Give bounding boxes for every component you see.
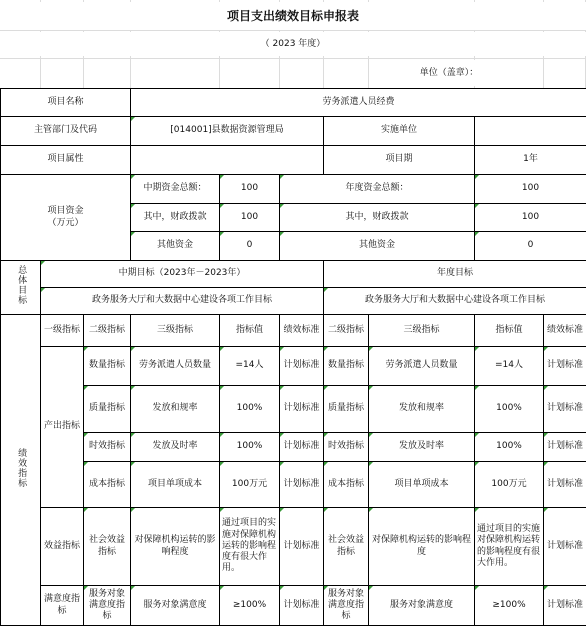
row2-l2-b: 时效指标 [324,433,369,462]
year-goal-header: 年度目标 [324,261,586,288]
row4-std: 计划标准 [280,508,324,586]
row5-std-b: 计划标准 [544,586,586,626]
project-attr-value [131,146,324,175]
table-row [1,586,586,626]
row5-l2-b: 服务对象满意度指标 [324,586,369,626]
row0-std: 计划标准 [280,347,324,386]
h-standard: 绩效标准 [280,315,324,347]
row3-std-b: 计划标准 [544,462,586,508]
dept-label: 主管部门及代码 [1,117,131,146]
mid-total-value: 100 [220,175,280,204]
project-period-label: 项目期 [324,146,475,175]
year-other-label: 其他资金 [280,232,475,261]
funds-label: 项目资金 （万元） [1,175,131,261]
mid-fin-value: 100 [220,204,280,232]
satisfaction-label: 满意度指标 [41,586,84,626]
row5-std: 计划标准 [280,586,324,626]
row1-l3: 发放和规率 [131,386,220,433]
row0-value-b: =14人 [475,347,544,386]
mid-other-label: 其他资金 [131,232,220,261]
mid-fin-label: 其中，财政拨款 [131,204,220,232]
row0-value: =14人 [220,347,280,386]
row0-l3-b: 劳务派遣人员数量 [369,347,475,386]
row1-l2: 质量指标 [84,386,131,433]
overall-goal-label [1,261,41,315]
mid-goal-header: 中期目标（2023年－2023年） [41,261,324,288]
row4-l3-b: 对保障机构运转的影响程度 [369,508,475,586]
benefit-label: 效益指标 [41,508,84,586]
perf-label [1,315,41,626]
project-name: 劳务派遣人员经费 [131,89,586,117]
row2-value: 100% [220,433,280,462]
year-other-value: 0 [475,232,586,261]
project-attr-label: 项目属性 [1,146,131,175]
row4-l2-b: 社会效益指标 [324,508,369,586]
row3-l2: 成本指标 [84,462,131,508]
h-value: 指标值 [220,315,280,347]
table-row [1,386,586,433]
row4-value: 通过项目的实施对保障机构运转的影响程度有很大作用。 [220,508,280,586]
row5-l3: 服务对象满意度 [131,586,220,626]
mid-goal-text: 政务服务大厅和大数据中心建设各项工作目标 [41,288,324,315]
year-total-value: 100 [475,175,586,204]
row3-value: 100万元 [220,462,280,508]
row2-std-b: 计划标准 [544,433,586,462]
row2-l3: 发放及时率 [131,433,220,462]
year-total-label: 年度资金总额： [280,175,475,204]
table-row [1,347,586,386]
h-level2-b: 二级指标 [324,315,369,347]
row3-std: 计划标准 [280,462,324,508]
overall-goal-label-text: 总体目标 [16,265,27,306]
fiscal-year: （ 2023 年度） [0,32,586,56]
row3-l2-b: 成本指标 [324,462,369,508]
table-row [1,508,586,586]
row4-value-b: 通过项目的实施对保障机构运转的影响程度有很大作用。 [475,508,544,586]
row2-value-b: 100% [475,433,544,462]
table-row [1,462,586,508]
page-title: 项目支出绩效目标申报表 [0,2,586,30]
row5-value: ≥100% [220,586,280,626]
row4-l3: 对保障机构运转的影响程度 [131,508,220,586]
mid-total-label: 中期资金总额： [131,175,220,204]
h-value-b: 指标值 [475,315,544,347]
h-level2: 二级指标 [84,315,131,347]
row5-l2: 服务对象满意度指标 [84,586,131,626]
h-standard-b: 绩效标准 [544,315,586,347]
row1-l2-b: 质量指标 [324,386,369,433]
unit-seal-label: 单位（盖章）： [412,60,486,86]
row5-l3-b: 服务对象满意度 [369,586,475,626]
row1-value: 100% [220,386,280,433]
row0-l3: 劳务派遣人员数量 [131,347,220,386]
project-period-value: 1年 [475,146,586,175]
row3-l3-b: 项目单项成本 [369,462,475,508]
row1-value-b: 100% [475,386,544,433]
dept-value: [014001]县数据资源管理局 [131,117,324,146]
impl-unit-value [475,117,586,146]
mid-other-value: 0 [220,232,280,261]
row4-std-b: 计划标准 [544,508,586,586]
impl-unit-label: 实施单位 [324,117,475,146]
year-fin-value: 100 [475,204,586,232]
row2-l2: 时效指标 [84,433,131,462]
row3-value-b: 100万元 [475,462,544,508]
year-fin-label: 其中，财政拨款 [280,204,475,232]
row1-l3-b: 发放和规率 [369,386,475,433]
project-name-label: 项目名称 [1,89,131,117]
row1-std: 计划标准 [280,386,324,433]
performance-goal-form [0,88,586,626]
row0-std-b: 计划标准 [544,347,586,386]
h-level3-b: 三级指标 [369,315,475,347]
table-row [1,433,586,462]
row2-l3-b: 发放及时率 [369,433,475,462]
row1-std-b: 计划标准 [544,386,586,433]
h-level3: 三级指标 [131,315,220,347]
row3-l3: 项目单项成本 [131,462,220,508]
row2-std: 计划标准 [280,433,324,462]
row0-l2-b: 数量指标 [324,347,369,386]
output-label: 产出指标 [41,347,84,508]
h-level1: 一级指标 [41,315,84,347]
row0-l2: 数量指标 [84,347,131,386]
year-goal-text: 政务服务大厅和大数据中心建设各项工作目标 [324,288,586,315]
perf-label-text: 绩效指标 [16,447,27,488]
row4-l2: 社会效益指标 [84,508,131,586]
row5-value-b: ≥100% [475,586,544,626]
